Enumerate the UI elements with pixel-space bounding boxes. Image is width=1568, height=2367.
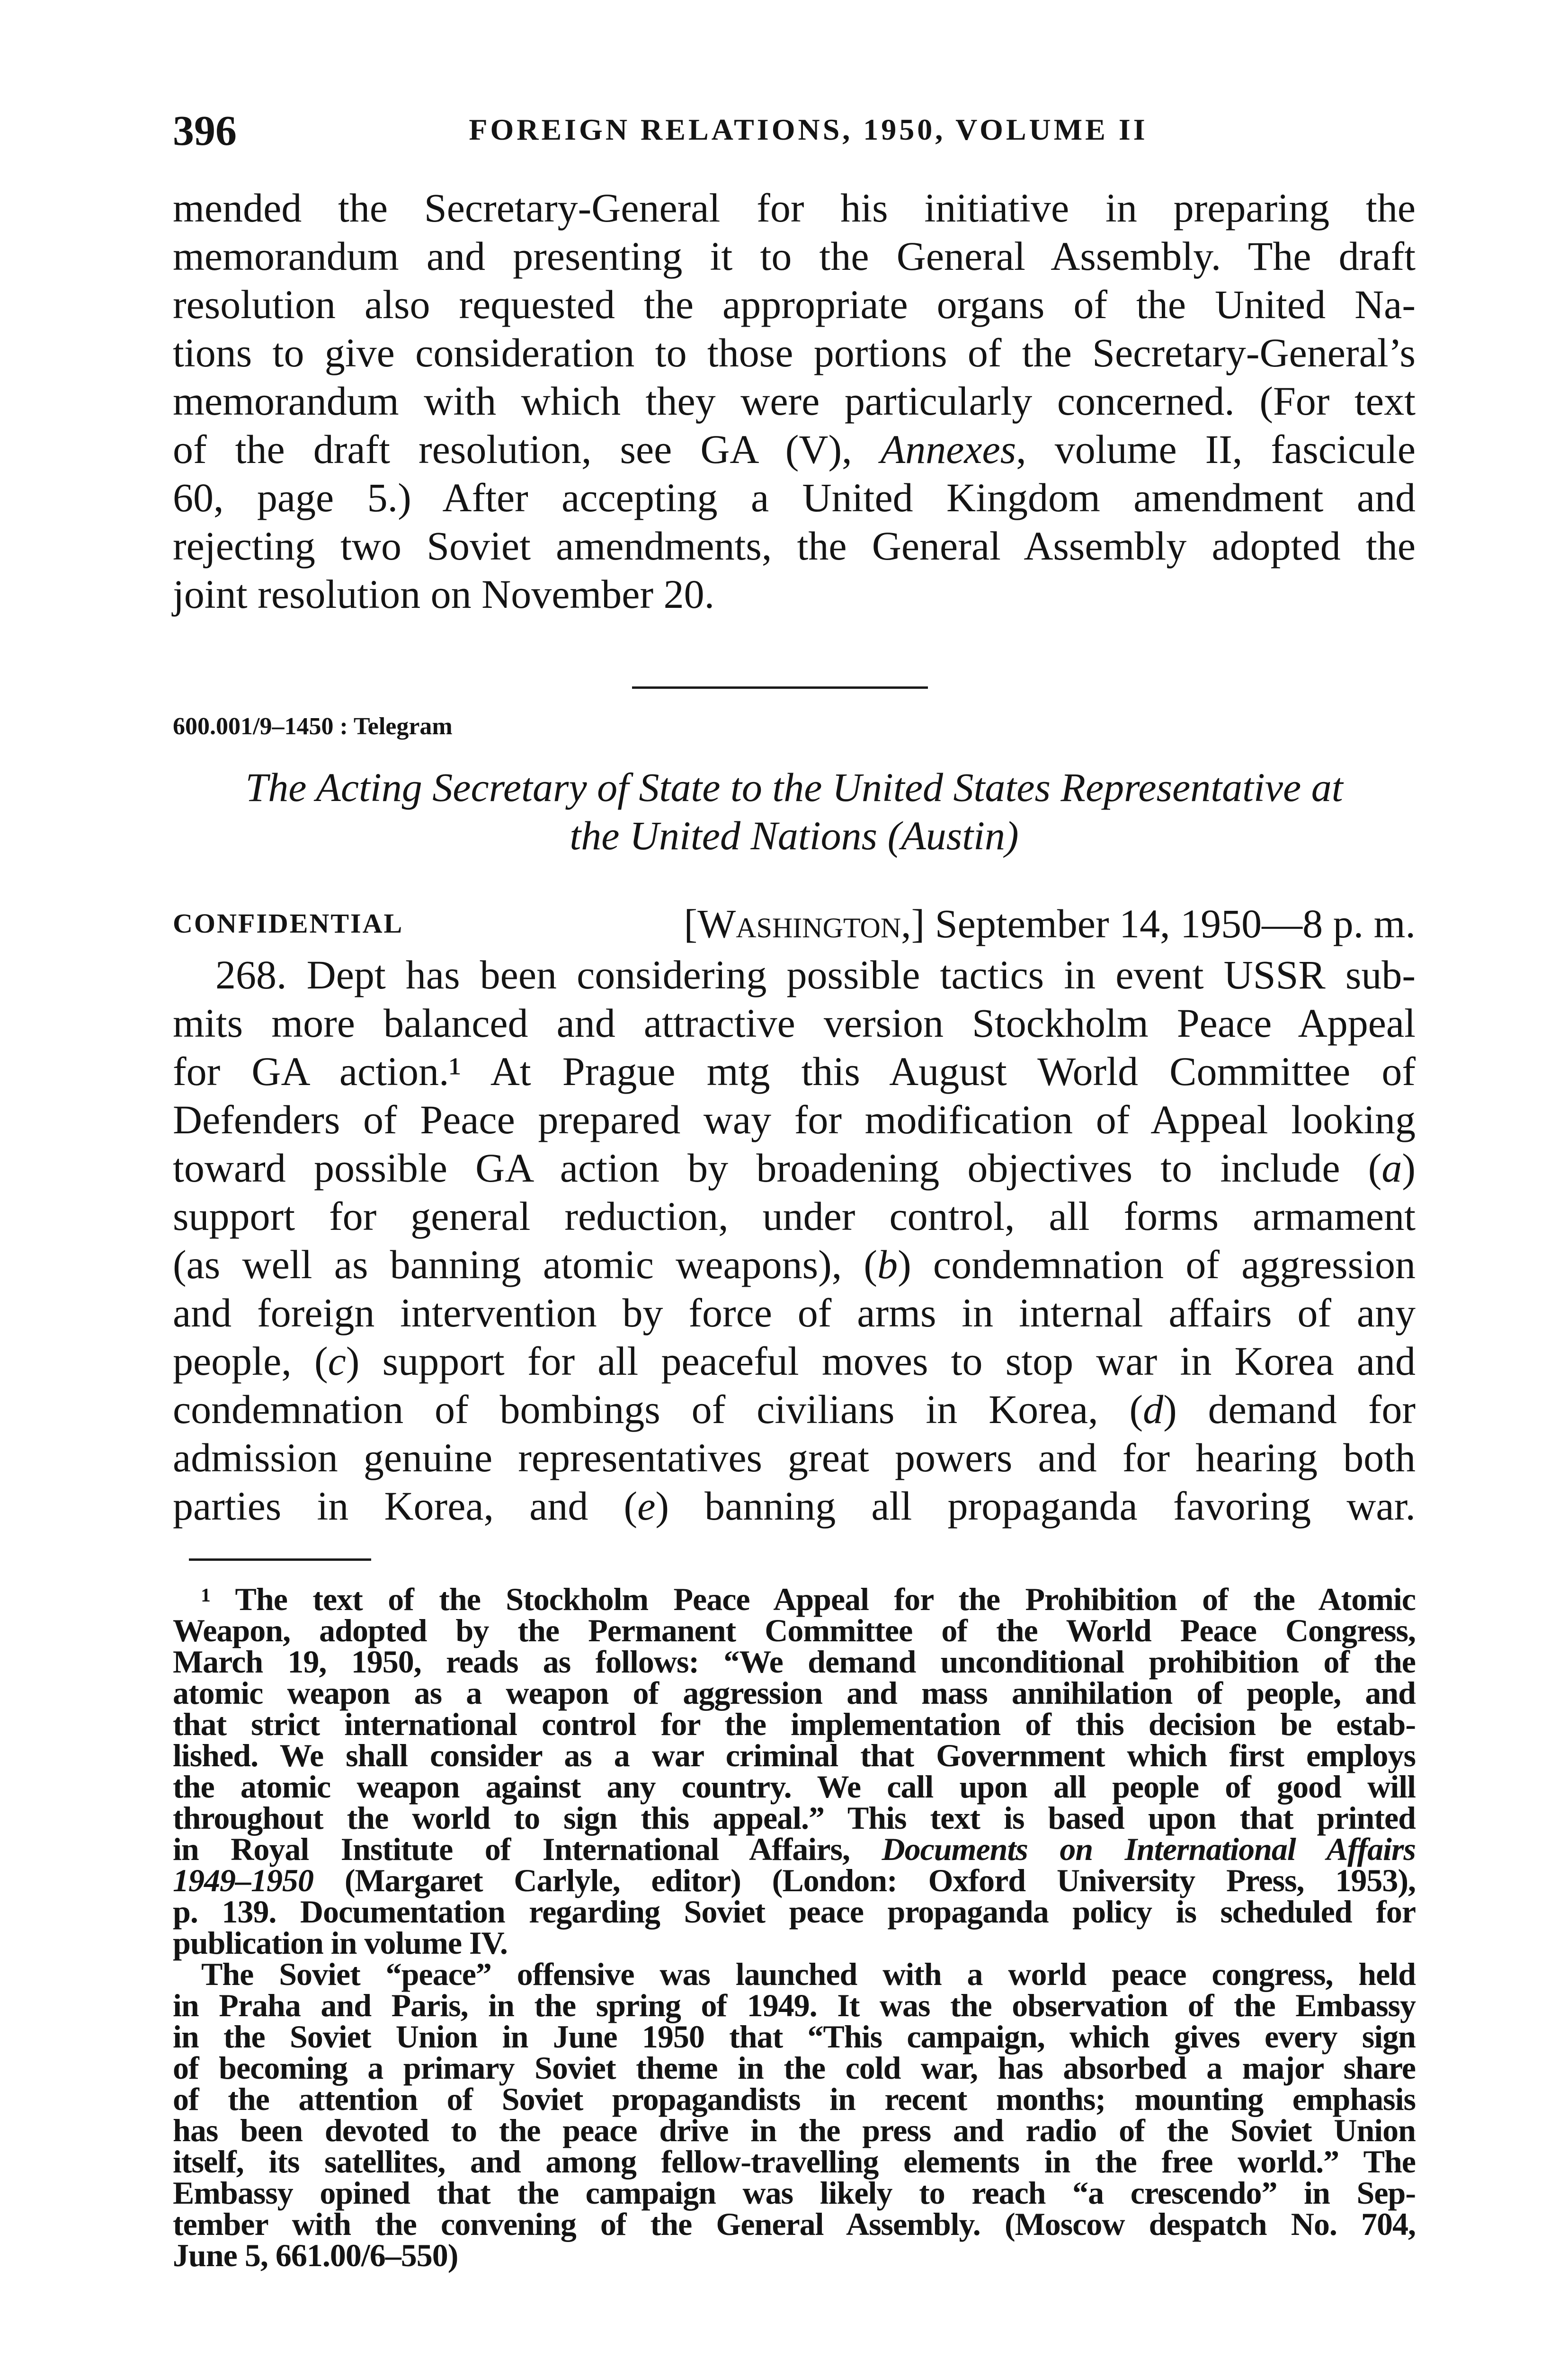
text-span: toward possible GA action by broadening objectives to include ( (173, 1145, 1382, 1191)
text-span: in Royal Institute of International Affairs, (173, 1831, 882, 1867)
text-span: memorandum with which they were particularly concerned. (For text (173, 378, 1416, 424)
text-span: ) demand for (1163, 1387, 1416, 1432)
text-span: resolution also requested the appropriate organs of the United Na- (173, 282, 1416, 327)
text-line (173, 2112, 1416, 2148)
text-line (173, 1862, 1416, 1898)
footnote-divider (189, 1558, 371, 1561)
text-span: (Margaret Carlyle, editor) (London: Oxford University Press, 1953), (313, 1862, 1416, 1898)
text-span: p. 139. Documentation regarding Soviet peace propaganda policy is scheduled for (173, 1894, 1416, 1930)
document-title-line-1: The Acting Secretary of State to the United States Representative at (245, 765, 1343, 810)
text-span: parties in Korea, and ( (173, 1483, 638, 1529)
italic-span: Documents on International Affairs (882, 1831, 1416, 1867)
text-span: and foreign intervention by force of arms in internal affairs of any (173, 1290, 1416, 1335)
text-line (173, 2050, 1416, 2086)
text-line (173, 1385, 1416, 1433)
text-line (173, 1095, 1416, 1144)
text-line (173, 1482, 1416, 1530)
text-line (173, 951, 1416, 999)
italic-span: c (328, 1338, 346, 1384)
file-reference: 600.001/9–1450 : Telegram (173, 713, 453, 740)
telegram-paragraph-268 (173, 951, 1416, 1530)
italic-span: a (1381, 1145, 1402, 1191)
text-span: Embassy opined that the campaign was likely to reach “a crescendo” in Sep- (173, 2175, 1416, 2211)
text-line (173, 2083, 1416, 2115)
text-span: Defenders of Peace prepared way for modification of Appeal looking (173, 1097, 1416, 1142)
text-line (173, 1047, 1416, 1095)
page-header (173, 107, 1416, 159)
text-span: (as well as banning atomic weapons), ( (173, 1242, 878, 1287)
text-span: of the draft resolution, see GA (V), (173, 427, 881, 472)
page-number: 396 (173, 107, 237, 154)
paragraph-resolution-summary (173, 184, 1416, 618)
italic-span: e (637, 1483, 656, 1529)
text-span: 268. Dept has been considering possible tactics in event USSR sub- (215, 952, 1416, 997)
text-line (173, 1894, 1416, 1930)
text-line (173, 1987, 1416, 2023)
text-line (173, 1433, 1416, 1482)
text-span: that strict international control for the implementation of this decision be estab- (173, 1706, 1416, 1742)
text-span: in the Soviet Union in June 1950 that “This campaign, which gives every sign (173, 2019, 1416, 2055)
text-line (173, 570, 1416, 618)
section-divider (632, 686, 928, 689)
text-span: tions to give consideration to those portions of the Secretary-General’s (173, 330, 1416, 375)
text-line (173, 1769, 1416, 1805)
text-line (173, 1958, 1416, 1990)
text-line (173, 1289, 1416, 1337)
text-line (173, 2208, 1416, 2240)
italic-span: 1949–1950 (173, 1862, 313, 1898)
text-span: in Praha and Paris, in the spring of 1949. It was the observation of the Embassy (173, 1987, 1416, 2023)
text-span: tember with the convening of the General Assembly. (Moscow despatch No. 704, (173, 2206, 1416, 2242)
text-line (173, 1337, 1416, 1385)
dateline (684, 899, 1416, 948)
text-line (173, 329, 1416, 377)
text-span: condemnation of bombings of civilians in Korea, ( (173, 1387, 1143, 1432)
text-span: ¹ The text of the Stockholm Peace Appeal for the Prohibition of the Atomic (201, 1581, 1416, 1617)
text-span: ) (1402, 1145, 1416, 1191)
text-span: joint resolution on November 20. (173, 571, 715, 617)
text-line (173, 1644, 1416, 1680)
text-span: the atomic weapon against any country. We call upon all people of good will (173, 1769, 1416, 1805)
italic-span: Annexes (880, 427, 1016, 472)
text-span: for GA action.¹ At Prague mtg this August World Committee of (173, 1049, 1416, 1094)
text-line (173, 522, 1416, 570)
text-line (173, 2237, 1416, 2273)
text-span: itself, its satellites, and among fellow-travelling elements in the free world.” The (173, 2144, 1416, 2180)
text-line (173, 280, 1416, 329)
text-span: ) support for all peaceful moves to stop war in Korea and (346, 1338, 1416, 1384)
text-line (173, 2144, 1416, 2180)
text-span: June 5, 661.00/6–550) (173, 2237, 458, 2273)
text-span: 60, page 5.) After accepting a United Kingdom amendment and (173, 475, 1416, 520)
text-span: The Soviet “peace” offensive was launched with a world peace congress, held (201, 1956, 1416, 1992)
text-line (173, 473, 1416, 522)
running-head: FOREIGN RELATIONS, 1950, VOLUME II (469, 113, 1148, 146)
document-title-line-2: the United Nations (Austin) (570, 813, 1019, 858)
text-span: March 19, 1950, reads as follows: “We demand unconditional prohibition of the (173, 1644, 1416, 1680)
text-line (173, 1833, 1416, 1865)
text-line (173, 1612, 1416, 1648)
text-line (173, 1192, 1416, 1240)
text-span: atomic weapon as a weapon of aggression and mass annihilation of people, and (173, 1675, 1416, 1711)
footnote-1-continuation (173, 1958, 1416, 2271)
text-line (173, 1677, 1416, 1709)
text-span: rejecting two Soviet amendments, the General Assembly adopted the (173, 523, 1416, 569)
text-line (173, 999, 1416, 1047)
text-line (173, 2175, 1416, 2211)
text-span: lished. We shall consider as a war criminal that Government which first employs (173, 1737, 1416, 1773)
text-line (173, 1581, 1416, 1617)
text-line (173, 232, 1416, 280)
text-span: publication in volume IV. (173, 1925, 508, 1961)
text-line (173, 1925, 1416, 1961)
text-span: admission genuine representatives great powers and for hearing both (173, 1435, 1416, 1480)
text-span: Weapon, adopted by the Permanent Committee of the World Peace Congress, (173, 1612, 1416, 1648)
text-span: throughout the world to sign this appeal.” This text is based upon that printed (173, 1800, 1416, 1836)
text-line (173, 1240, 1416, 1289)
classification-label: CONFIDENTIAL (173, 908, 404, 939)
italic-span: b (877, 1242, 898, 1287)
text-span: memorandum and presenting it to the General Assembly. The draft (173, 233, 1416, 279)
text-span: support for general reduction, under control, all forms armament (173, 1193, 1416, 1239)
text-span: people, ( (173, 1338, 328, 1384)
date-time: September 14, 1950—8 p. m. (935, 901, 1416, 946)
text-span: , volume II, fascicule (1016, 427, 1416, 472)
text-span: ) banning all propaganda favoring war. (655, 1483, 1416, 1529)
text-span: of becoming a primary Soviet theme in the cold war, has absorbed a major share (173, 2050, 1416, 2086)
place: [Washington,] (684, 901, 925, 946)
text-line (173, 425, 1416, 473)
text-line (173, 2019, 1416, 2055)
footnote-1 (173, 1581, 1416, 1961)
text-span: ) condemnation of aggression (898, 1242, 1416, 1287)
text-span: mended the Secretary-General for his initiative in preparing the (173, 185, 1416, 231)
text-line (173, 1144, 1416, 1192)
italic-span: d (1143, 1387, 1164, 1432)
text-line (173, 184, 1416, 232)
text-line (173, 377, 1416, 425)
text-span: mits more balanced and attractive version Stockholm Peace Appeal (173, 1000, 1416, 1046)
dateline-row (173, 899, 1416, 948)
text-span: has been devoted to the peace drive in the press and radio of the Soviet Union (173, 2112, 1416, 2148)
text-line (173, 1737, 1416, 1773)
text-line (173, 1800, 1416, 1836)
text-line (173, 1706, 1416, 1742)
text-span: of the attention of Soviet propagandists in recent months; mounting emphasis (173, 2081, 1416, 2117)
